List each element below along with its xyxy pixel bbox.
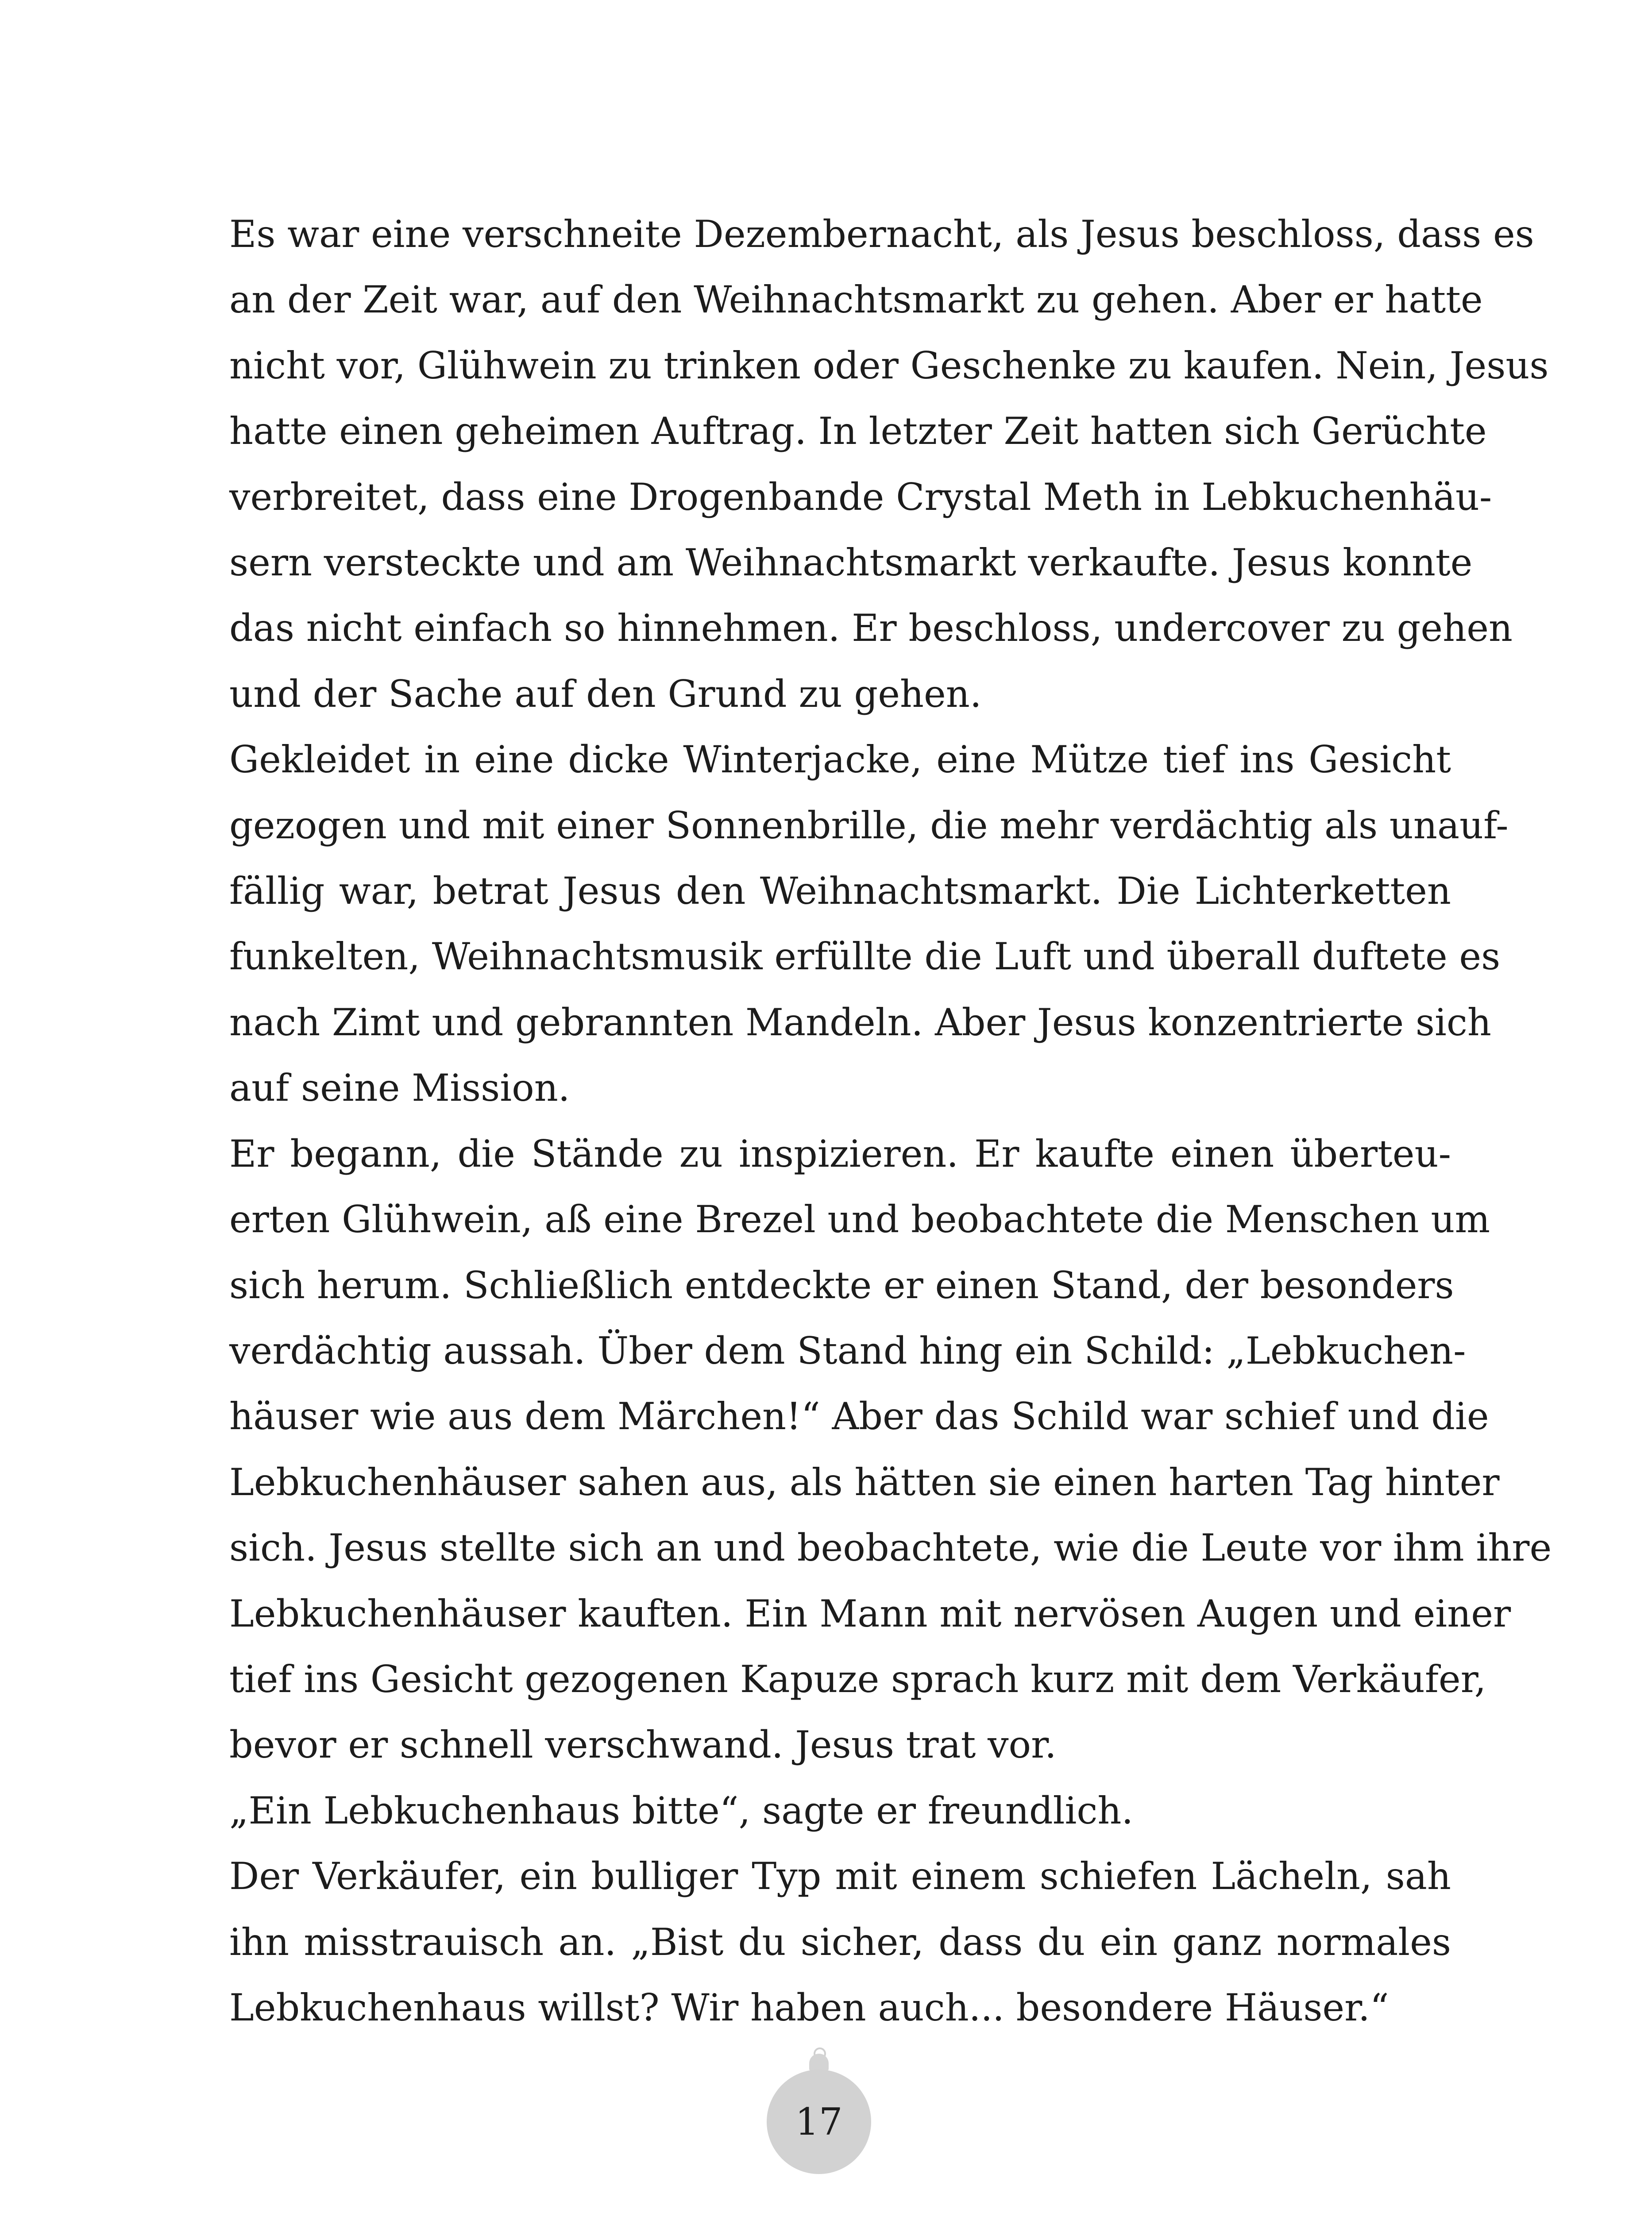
text-line-paragraph-end: auf seine Mission. — [229, 1066, 570, 1110]
text-line: sich herum. Schließlich entdeckte er einen Stand, der besonders — [229, 1263, 1454, 1307]
text-line: Es war eine verschneite Dezembernacht, als Jesus beschloss, dass es — [229, 212, 1534, 256]
text-line-paragraph-end: und der Sache auf den Grund zu gehen. — [229, 672, 982, 716]
text-line: erten Glühwein, aß eine Brezel und beobachtete die Menschen um — [229, 1198, 1490, 1241]
text-line: funkelten, Weihnachtsmusik erfüllte die Luft und überall duftete es — [229, 935, 1501, 979]
text-line: Gekleidet in eine dicke Winterjacke, eine Mütze tief ins Gesicht — [229, 738, 1451, 782]
text-line: verbreitet, dass eine Drogenbande Crystal Meth in Lebkuchenhäu- — [229, 475, 1492, 519]
text-line: hatte einen geheimen Auftrag. In letzter Zeit hatten sich Gerüchte — [229, 409, 1487, 453]
text-line: gezogen und mit einer Sonnenbrille, die mehr verdächtig als unauf- — [229, 803, 1509, 847]
page-number: 17 — [767, 2070, 871, 2174]
text-line: Der Verkäufer, ein bulliger Typ mit einem schiefen Lächeln, sah — [229, 1854, 1451, 1898]
text-line: Lebkuchenhäuser kauften. Ein Mann mit nervösen Augen und einer — [229, 1592, 1511, 1635]
text-line: sern versteckte und am Weihnachtsmarkt verkaufte. Jesus konnte — [229, 541, 1473, 585]
text-line: fällig war, betrat Jesus den Weihnachtsmarkt. Die Lichterketten — [229, 869, 1451, 913]
text-line: Lebkuchenhäuser sahen aus, als hätten sie einen harten Tag hinter — [229, 1460, 1500, 1504]
text-line: ihn misstrauisch an. „Bist du sicher, dass du ein ganz normales — [229, 1920, 1451, 1964]
text-line: verdächtig aussah. Über dem Stand hing ein Schild: „Lebkuchen- — [229, 1329, 1466, 1373]
body-text — [229, 201, 1552, 2040]
text-line: häuser wie aus dem Märchen!“ Aber das Schild war schief und die — [229, 1395, 1489, 1438]
text-line: nicht vor, Glühwein zu trinken oder Geschenke zu kaufen. Nein, Jesus — [229, 343, 1549, 387]
ornament-cap — [809, 2054, 829, 2071]
text-line-paragraph-end: bevor er schnell verschwand. Jesus trat vor. — [229, 1723, 1057, 1767]
christmas-ornament-icon — [767, 2054, 871, 2182]
text-line: sich. Jesus stellte sich an und beobachtete, wie die Leute vor ihm ihre — [229, 1526, 1552, 1570]
text-line: an der Zeit war, auf den Weihnachtsmarkt zu gehen. Aber er hatte — [229, 278, 1483, 322]
text-line: das nicht einfach so hinnehmen. Er beschloss, undercover zu gehen — [229, 606, 1513, 650]
text-line: nach Zimt und gebrannten Mandeln. Aber Jesus konzentrierte sich — [229, 1000, 1491, 1044]
text-line: tief ins Gesicht gezogenen Kapuze sprach kurz mit dem Verkäufer, — [229, 1657, 1486, 1701]
text-line-paragraph-end: „Ein Lebkuchenhaus bitte“, sagte er freundlich. — [229, 1789, 1134, 1832]
text-line-paragraph-end: Lebkuchenhaus willst? Wir haben auch... besondere Häuser.“ — [229, 1986, 1389, 2029]
text-line: Er begann, die Stände zu inspizieren. Er kaufte einen überteu- — [229, 1132, 1451, 1176]
